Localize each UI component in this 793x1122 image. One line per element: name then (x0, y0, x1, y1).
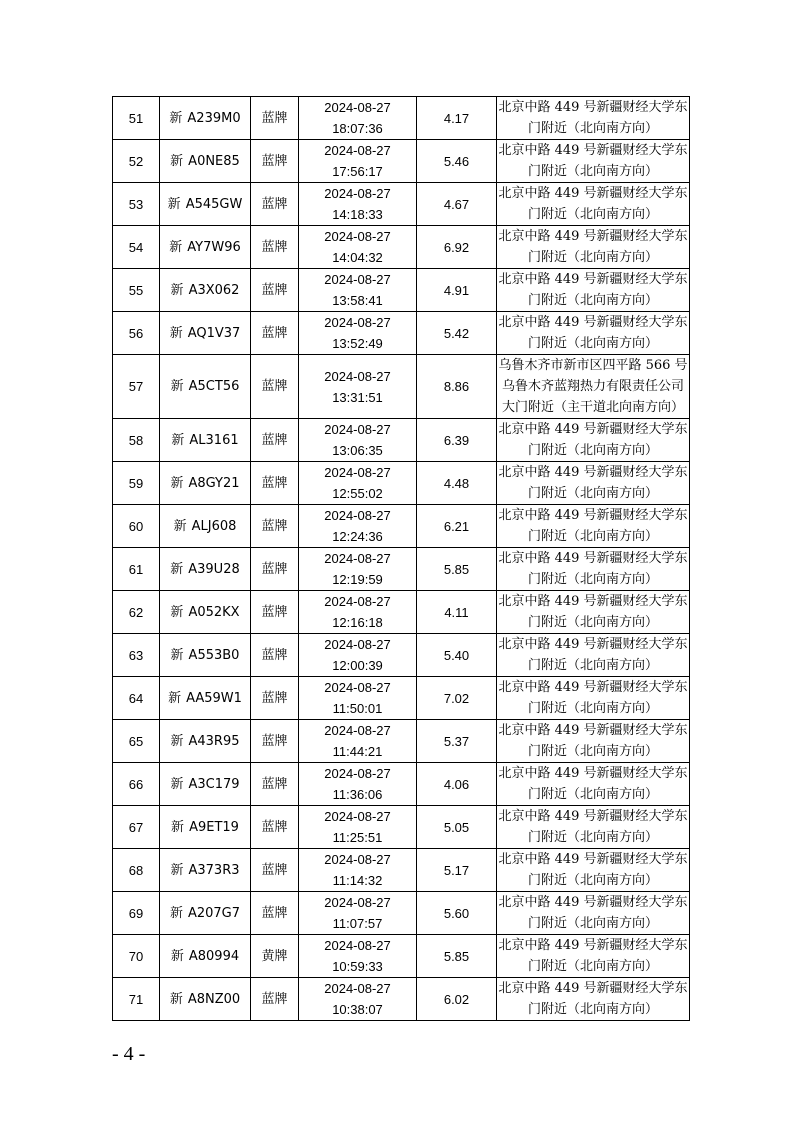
capture-time: 11:36:06 (332, 787, 383, 802)
plate-code: A3X062 (188, 282, 240, 298)
location: 北京中路 449 号新疆财经大学东门附近（北向南方向） (497, 269, 690, 312)
location: 北京中路 449 号新疆财经大学东门附近（北向南方向） (497, 462, 690, 505)
plate-code: A80994 (188, 948, 240, 964)
plate-number (160, 419, 251, 462)
measured-value: 4.48 (417, 462, 497, 505)
location: 北京中路 449 号新疆财经大学东门附近（北向南方向） (497, 763, 690, 806)
plate-color: 蓝牌 (251, 183, 299, 226)
measured-value: 5.85 (417, 548, 497, 591)
plate-color: 蓝牌 (251, 140, 299, 183)
plate-color: 蓝牌 (251, 97, 299, 140)
plate-province: 新 (173, 518, 187, 534)
location: 北京中路 449 号新疆财经大学东门附近（北向南方向） (497, 892, 690, 935)
plate-province: 新 (170, 282, 184, 298)
measured-value: 8.86 (417, 355, 497, 419)
capture-datetime (299, 97, 417, 140)
row-number: 63 (113, 634, 160, 677)
measured-value: 5.37 (417, 720, 497, 763)
row-number: 64 (113, 677, 160, 720)
plate-color: 蓝牌 (251, 849, 299, 892)
capture-datetime (299, 312, 417, 355)
capture-time: 14:04:32 (332, 250, 383, 265)
capture-time: 12:16:18 (332, 615, 383, 630)
row-number: 59 (113, 462, 160, 505)
capture-date: 2024-08-27 (324, 723, 391, 738)
row-number: 52 (113, 140, 160, 183)
plate-province: 新 (171, 819, 185, 835)
capture-datetime (299, 892, 417, 935)
plate-color: 蓝牌 (251, 269, 299, 312)
plate-code: A373R3 (188, 862, 240, 878)
measured-value: 4.06 (417, 763, 497, 806)
plate-code: A545GW (185, 196, 243, 212)
location: 北京中路 449 号新疆财经大学东门附近（北向南方向） (497, 978, 690, 1021)
measured-value: 4.17 (417, 97, 497, 140)
capture-time: 12:00:39 (332, 658, 383, 673)
table-row (113, 978, 690, 1021)
capture-date: 2024-08-27 (324, 100, 391, 115)
capture-date: 2024-08-27 (324, 315, 391, 330)
plate-color: 蓝牌 (251, 978, 299, 1021)
plate-province: 新 (170, 153, 184, 169)
row-number: 57 (113, 355, 160, 419)
table-row (113, 226, 690, 269)
table-row (113, 935, 690, 978)
row-number: 69 (113, 892, 160, 935)
plate-number (160, 677, 251, 720)
measured-value: 7.02 (417, 677, 497, 720)
plate-province: 新 (169, 110, 183, 126)
plate-number (160, 312, 251, 355)
capture-date: 2024-08-27 (324, 981, 391, 996)
plate-color: 蓝牌 (251, 355, 299, 419)
plate-color: 蓝牌 (251, 226, 299, 269)
measured-value: 5.60 (417, 892, 497, 935)
capture-datetime (299, 677, 417, 720)
plate-code: A5CT56 (188, 379, 240, 394)
capture-date: 2024-08-27 (324, 594, 391, 609)
records-table (112, 96, 690, 1021)
capture-time: 13:58:41 (332, 293, 383, 308)
plate-code: AY7W96 (187, 239, 241, 255)
row-number: 56 (113, 312, 160, 355)
table-row (113, 634, 690, 677)
plate-number (160, 634, 251, 677)
row-number: 68 (113, 849, 160, 892)
measured-value: 5.17 (417, 849, 497, 892)
location: 北京中路 449 号新疆财经大学东门附近（北向南方向） (497, 419, 690, 462)
plate-code: AQ1V37 (187, 325, 241, 341)
capture-date: 2024-08-27 (324, 895, 391, 910)
location: 北京中路 449 号新疆财经大学东门附近（北向南方向） (497, 720, 690, 763)
table-row (113, 591, 690, 634)
plate-color: 蓝牌 (251, 312, 299, 355)
location: 北京中路 449 号新疆财经大学东门附近（北向南方向） (497, 849, 690, 892)
row-number: 66 (113, 763, 160, 806)
plate-code: A239M0 (187, 110, 241, 126)
plate-province: 新 (170, 379, 184, 394)
plate-code: ALJ608 (191, 518, 237, 534)
capture-time: 13:52:49 (332, 336, 383, 351)
capture-date: 2024-08-27 (324, 272, 391, 287)
location: 北京中路 449 号新疆财经大学东门附近（北向南方向） (497, 505, 690, 548)
table-row (113, 312, 690, 355)
plate-province: 新 (170, 733, 184, 749)
capture-time: 12:24:36 (332, 529, 383, 544)
capture-date: 2024-08-27 (324, 465, 391, 480)
plate-color: 蓝牌 (251, 548, 299, 591)
plate-province: 新 (169, 325, 183, 341)
capture-datetime (299, 935, 417, 978)
capture-datetime (299, 763, 417, 806)
location: 北京中路 449 号新疆财经大学东门附近（北向南方向） (497, 806, 690, 849)
row-number: 51 (113, 97, 160, 140)
plate-number (160, 763, 251, 806)
plate-province: 新 (169, 905, 183, 921)
plate-color: 蓝牌 (251, 634, 299, 677)
plate-number (160, 462, 251, 505)
table-row (113, 806, 690, 849)
measured-value: 6.39 (417, 419, 497, 462)
capture-date: 2024-08-27 (324, 637, 391, 652)
capture-datetime (299, 849, 417, 892)
row-number: 58 (113, 419, 160, 462)
table-row (113, 355, 690, 419)
plate-code: A39U28 (188, 561, 240, 577)
location: 北京中路 449 号新疆财经大学东门附近（北向南方向） (497, 226, 690, 269)
plate-province: 新 (170, 862, 184, 878)
plate-code: AL3161 (189, 432, 239, 448)
measured-value: 5.05 (417, 806, 497, 849)
capture-datetime (299, 978, 417, 1021)
measured-value: 6.21 (417, 505, 497, 548)
capture-date: 2024-08-27 (324, 766, 391, 781)
plate-province: 新 (167, 196, 181, 212)
page-number: - 4 - (112, 1043, 146, 1065)
plate-code: A0NE85 (188, 153, 240, 169)
plate-number (160, 226, 251, 269)
plate-code: A553B0 (188, 647, 240, 663)
capture-date: 2024-08-27 (324, 938, 391, 953)
table-row (113, 849, 690, 892)
capture-time: 11:50:01 (332, 701, 383, 716)
capture-time: 18:07:36 (332, 121, 383, 136)
measured-value: 6.02 (417, 978, 497, 1021)
capture-time: 14:18:33 (332, 207, 383, 222)
plate-color: 蓝牌 (251, 677, 299, 720)
capture-datetime (299, 140, 417, 183)
plate-color: 蓝牌 (251, 462, 299, 505)
plate-color: 黄牌 (251, 935, 299, 978)
capture-date: 2024-08-27 (324, 368, 391, 384)
capture-date: 2024-08-27 (324, 422, 391, 437)
plate-color: 蓝牌 (251, 763, 299, 806)
capture-time: 13:31:51 (332, 389, 383, 405)
location: 北京中路 449 号新疆财经大学东门附近（北向南方向） (497, 634, 690, 677)
plate-number (160, 140, 251, 183)
capture-datetime (299, 183, 417, 226)
plate-color: 蓝牌 (251, 505, 299, 548)
table-row (113, 892, 690, 935)
plate-number (160, 269, 251, 312)
capture-datetime (299, 806, 417, 849)
capture-time: 12:19:59 (332, 572, 383, 587)
plate-color: 蓝牌 (251, 892, 299, 935)
measured-value: 4.91 (417, 269, 497, 312)
capture-datetime (299, 634, 417, 677)
plate-code: A43R95 (188, 733, 240, 749)
capture-datetime (299, 419, 417, 462)
plate-number (160, 978, 251, 1021)
measured-value: 5.85 (417, 935, 497, 978)
measured-value: 4.67 (417, 183, 497, 226)
plate-province: 新 (170, 561, 184, 577)
plate-color: 蓝牌 (251, 720, 299, 763)
capture-datetime (299, 462, 417, 505)
plate-number (160, 355, 251, 419)
table-row (113, 183, 690, 226)
plate-province: 新 (168, 690, 182, 706)
capture-date: 2024-08-27 (324, 143, 391, 158)
row-number: 60 (113, 505, 160, 548)
plate-province: 新 (170, 948, 184, 964)
plate-code: AA59W1 (186, 690, 242, 706)
capture-datetime (299, 720, 417, 763)
row-number: 62 (113, 591, 160, 634)
measured-value: 5.46 (417, 140, 497, 183)
table-row (113, 548, 690, 591)
plate-province: 新 (170, 475, 184, 491)
records-table-body (113, 97, 690, 1021)
plate-province: 新 (169, 239, 183, 255)
table-row (113, 419, 690, 462)
location: 北京中路 449 号新疆财经大学东门附近（北向南方向） (497, 935, 690, 978)
capture-datetime (299, 591, 417, 634)
capture-time: 11:14:32 (332, 873, 383, 888)
row-number: 61 (113, 548, 160, 591)
capture-time: 10:59:33 (332, 959, 383, 974)
plate-number (160, 97, 251, 140)
capture-date: 2024-08-27 (324, 680, 391, 695)
row-number: 65 (113, 720, 160, 763)
plate-number (160, 892, 251, 935)
row-number: 71 (113, 978, 160, 1021)
row-number: 70 (113, 935, 160, 978)
measured-value: 4.11 (417, 591, 497, 634)
plate-code: A8GY21 (188, 475, 240, 491)
row-number: 67 (113, 806, 160, 849)
capture-time: 11:25:51 (332, 830, 383, 845)
table-row (113, 720, 690, 763)
capture-date: 2024-08-27 (324, 551, 391, 566)
measured-value: 6.92 (417, 226, 497, 269)
capture-time: 17:56:17 (332, 164, 383, 179)
plate-number (160, 849, 251, 892)
plate-code: A3C179 (188, 776, 240, 792)
measured-value: 5.40 (417, 634, 497, 677)
plate-code: A052KX (188, 604, 240, 620)
plate-province: 新 (170, 776, 184, 792)
plate-province: 新 (169, 991, 183, 1007)
table-row (113, 97, 690, 140)
capture-time: 11:07:57 (332, 916, 383, 931)
measured-value: 5.42 (417, 312, 497, 355)
plate-number (160, 505, 251, 548)
capture-time: 11:44:21 (332, 744, 383, 759)
capture-datetime (299, 355, 417, 419)
plate-number (160, 806, 251, 849)
capture-datetime (299, 269, 417, 312)
table-row (113, 462, 690, 505)
row-number: 55 (113, 269, 160, 312)
capture-datetime (299, 505, 417, 548)
capture-datetime (299, 548, 417, 591)
capture-date: 2024-08-27 (324, 809, 391, 824)
location: 北京中路 449 号新疆财经大学东门附近（北向南方向） (497, 548, 690, 591)
plate-code: A8NZ00 (187, 991, 241, 1007)
capture-time: 10:38:07 (332, 1002, 383, 1017)
table-row (113, 140, 690, 183)
plate-number (160, 720, 251, 763)
row-number: 53 (113, 183, 160, 226)
plate-color: 蓝牌 (251, 591, 299, 634)
plate-province: 新 (170, 647, 184, 663)
location: 北京中路 449 号新疆财经大学东门附近（北向南方向） (497, 591, 690, 634)
table-row (113, 269, 690, 312)
location: 北京中路 449 号新疆财经大学东门附近（北向南方向） (497, 183, 690, 226)
location: 乌鲁木齐市新市区四平路 566 号乌鲁木齐蓝翔热力有限责任公司大门附近（主干道北向南方向） (497, 355, 690, 419)
location: 北京中路 449 号新疆财经大学东门附近（北向南方向） (497, 312, 690, 355)
capture-time: 12:55:02 (332, 486, 383, 501)
table-row (113, 763, 690, 806)
plate-code: A207G7 (187, 905, 241, 921)
plate-code: A9ET19 (189, 819, 239, 835)
row-number: 54 (113, 226, 160, 269)
location: 北京中路 449 号新疆财经大学东门附近（北向南方向） (497, 677, 690, 720)
capture-time: 13:06:35 (332, 443, 383, 458)
plate-number (160, 935, 251, 978)
plate-color: 蓝牌 (251, 419, 299, 462)
plate-number (160, 183, 251, 226)
plate-number (160, 548, 251, 591)
capture-datetime (299, 226, 417, 269)
table-row (113, 505, 690, 548)
table-row (113, 677, 690, 720)
location: 北京中路 449 号新疆财经大学东门附近（北向南方向） (497, 140, 690, 183)
capture-date: 2024-08-27 (324, 852, 391, 867)
plate-number (160, 591, 251, 634)
plate-color: 蓝牌 (251, 806, 299, 849)
location: 北京中路 449 号新疆财经大学东门附近（北向南方向） (497, 97, 690, 140)
plate-province: 新 (170, 604, 184, 620)
capture-date: 2024-08-27 (324, 229, 391, 244)
capture-date: 2024-08-27 (324, 186, 391, 201)
capture-date: 2024-08-27 (324, 508, 391, 523)
plate-province: 新 (171, 432, 185, 448)
